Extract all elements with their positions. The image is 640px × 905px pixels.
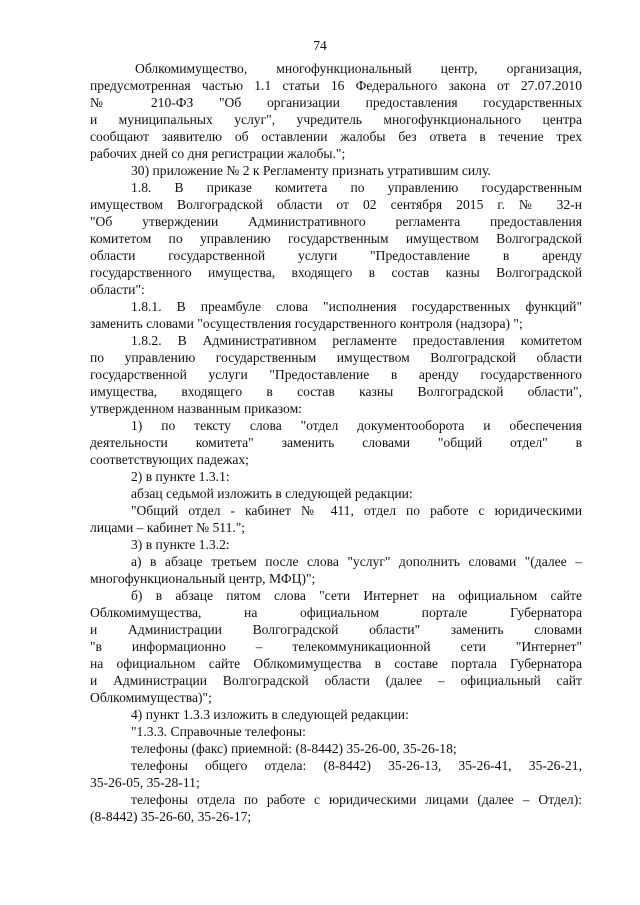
- page-number: 74: [313, 38, 327, 53]
- text-line: и Администрации Волгоградской области" заменить словами: [90, 622, 582, 637]
- text-line: б) в абзаце пятом слова "сети Интернет на официальном сайте: [131, 588, 582, 603]
- text-line: 1) по тексту слова "отдел документооборота и обеспечения: [131, 418, 582, 433]
- text-line: области государственной услуги "Предоставление в аренду: [90, 248, 582, 263]
- text-line: 4) пункт 1.3.3 изложить в следующей редакции:: [131, 707, 409, 722]
- text-line: лицами – кабинет № 511.";: [90, 520, 246, 535]
- text-line: многофункциональный центр, МФЦ)";: [90, 571, 316, 586]
- text-line: государственного имущества, входящего в состав казны Волгоградской: [90, 265, 582, 280]
- text-line: области":: [90, 282, 145, 297]
- text-line: "в информационно – телекоммуникационной сети "Интернет": [90, 639, 582, 654]
- text-line: телефоны (факс) приемной: (8-8442) 35-26-00, 35-26-18;: [131, 741, 457, 756]
- text-line: № 210-ФЗ "Об организации предоставления государственных: [90, 95, 582, 110]
- text-line: "Общий отдел - кабинет № 411, отдел по работе с юридическими: [131, 503, 582, 518]
- text-line: Облкомимущества)";: [90, 690, 212, 705]
- text-line: телефоны отдела по работе с юридическими лицами (далее – Отдел):: [131, 792, 582, 807]
- text-line: заменить словами "осуществления государственного контроля (надзора) ";: [90, 316, 523, 331]
- text-line: "Об утверждении Административного регламента предоставления: [90, 214, 582, 229]
- text-line: сообщают заявителю об оставлении жалобы без ответа в течение трех: [90, 129, 582, 144]
- text-line: комитетом по управлению государственным имуществом Волгоградской: [90, 231, 582, 246]
- text-line: 1.8. В приказе комитета по управлению государственным: [131, 180, 582, 195]
- text-line: 3) в пункте 1.3.2:: [131, 537, 230, 552]
- text-line: и Администрации Волгоградской области (далее – официальный сайт: [90, 673, 582, 688]
- text-line: утвержденном названным приказом:: [90, 401, 302, 416]
- text-line: имущества, входящего в состав казны Волгоградской области",: [90, 384, 582, 399]
- text-line: государственной услуги "Предоставление в аренду государственного: [90, 367, 582, 382]
- text-line: 1.8.2. В Административном регламенте предоставления комитетом: [131, 333, 582, 348]
- text-line: по управлению государственным имуществом Волгоградской области: [90, 350, 582, 365]
- text-line: 1.8.1. В преамбуле слова "исполнения государственных функций": [131, 299, 582, 314]
- text-line: а) в абзаце третьем после слова "услуг" дополнить словами "(далее –: [131, 554, 582, 569]
- text-line: Облкомимущества, на официальном портале Губернатора: [90, 605, 582, 620]
- text-line: "1.3.3. Справочные телефоны:: [131, 724, 306, 739]
- text-line: и муниципальных услуг", учредитель многофункционального центра: [90, 112, 582, 127]
- text-line: на официальном сайте Облкомимущества в составе портала Губернатора: [90, 656, 582, 671]
- text-line: (8-8442) 35-26-60, 35-26-17;: [90, 809, 252, 824]
- text-line: абзац седьмой изложить в следующей редакции:: [131, 486, 413, 501]
- text-line: 30) приложение № 2 к Регламенту признать утратившим силу.: [131, 163, 491, 178]
- text-line: Облкомимущество, многофункциональный центр, организация,: [135, 61, 582, 76]
- text-line: предусмотренная частью 1.1 статьи 16 Федерального закона от 27.07.2010: [90, 78, 582, 93]
- text-line: имуществом Волгоградской области от 02 сентября 2015 г. № 32-н: [90, 197, 582, 212]
- text-line: 35-26-05, 35-28-11;: [90, 775, 200, 790]
- document-body: [90, 60, 582, 825]
- text-line: соответствующих падежах;: [90, 452, 249, 467]
- text-line: рабочих дней со дня регистрации жалобы.";: [90, 146, 346, 161]
- text-line: деятельности комитета" заменить словами "общий отдел" в: [90, 435, 582, 450]
- text-line: телефоны общего отдела: (8-8442) 35-26-13, 35-26-41, 35-26-21,: [131, 758, 582, 773]
- text-line: 2) в пункте 1.3.1:: [131, 469, 230, 484]
